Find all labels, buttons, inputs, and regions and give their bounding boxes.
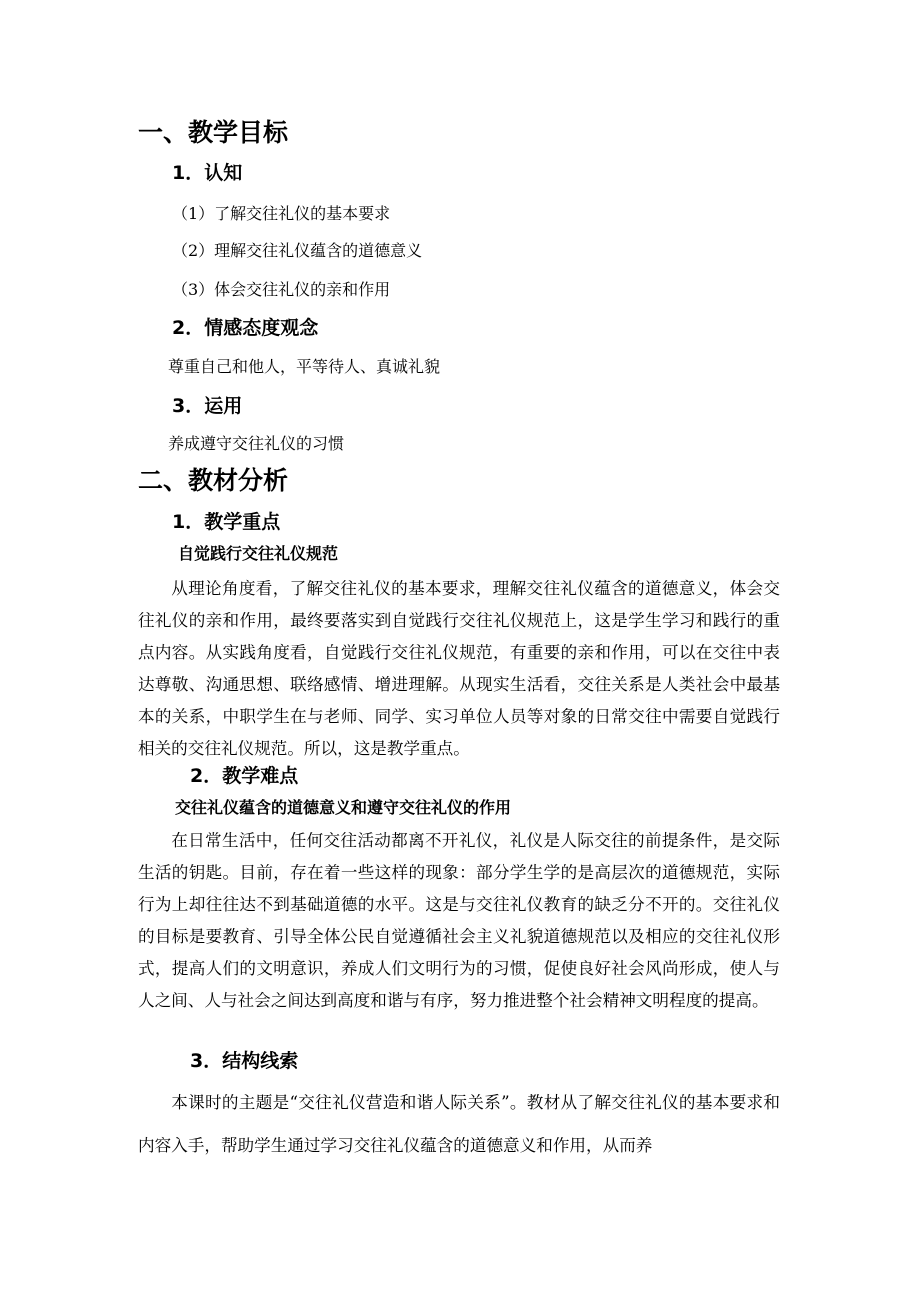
objective-line-2: （2）理解交往礼仪蕴含的道德意义 <box>172 241 423 260</box>
difficult-point-subtitle: 交往礼仪蕴含的道德意义和遵守交往礼仪的作用 <box>175 798 512 817</box>
structure-paragraph: 本课时的主题是“交往礼仪营造和谐人际关系”。教材从了解交往礼仪的基本要求和内容入手，帮助学生通过学习交往礼仪蕴含的道德意义和作用，从而养 <box>138 1093 780 1155</box>
objective-line-3: （3）体会交往礼仪的亲和作用 <box>172 280 391 299</box>
section-heading-analysis: 二、教材分析 <box>138 466 289 495</box>
application-line: 养成遵守交往礼仪的习惯 <box>168 434 345 453</box>
key-point-paragraph: 从理论角度看，了解交往礼仪的基本要求，理解交往礼仪蕴含的道德意义，体会交往礼仪的亲和作用，最终要落实到自觉践行交往礼仪规范上，这是学生学习和践行的重点内容。从实践角度看，自觉践行交往礼仪规范，有重要的亲和作用，可以在交往中表达尊敬、沟通思想、联络感情、增进理解。从现实生活看，交往关系是人类社会中最基本的关系，中职学生在与老师、同学、实习单位人员等对象的日常交往中需要自觉践行相关的交往礼仪规范。所以，这是教学重点。 <box>138 579 780 758</box>
objective-line-1: （1）了解交往礼仪的基本要求 <box>172 204 391 223</box>
subheading-structure: 3．结构线索 <box>190 1050 299 1072</box>
attitude-line: 尊重自己和他人，平等待人、真诚礼貌 <box>168 357 441 376</box>
key-point-subtitle: 自觉践行交往礼仪规范 <box>178 544 339 563</box>
section-heading-objectives: 一、教学目标 <box>138 118 289 147</box>
subheading-key-point: 1．教学重点 <box>172 511 281 533</box>
subheading-cognition: 1．认知 <box>172 162 243 184</box>
difficult-point-paragraph: 在日常生活中，任何交往活动都离不开礼仪，礼仪是人际交往的前提条件，是交际生活的钥匙。目前，存在着一些这样的现象：部分学生学的是高层次的道德规范，实际行为上却往往达不到基础道德的水平。这是与交往礼仪教育的缺乏分不开的。交往礼仪的目标是要教育、引导全体公民自觉遵循社会主义礼貌道德规范以及相应的交往礼仪形式，提高人们的文明意识，养成人们文明行为的习惯，促使良好社会风尚形成，使人与人之间、人与社会之间达到高度和谐与有序，努力推进整个社会精神文明程度的提高。 <box>138 831 780 1010</box>
subheading-application: 3．运用 <box>172 395 243 417</box>
subheading-attitude: 2．情感态度观念 <box>172 317 319 339</box>
subheading-difficult-point: 2．教学难点 <box>190 765 299 787</box>
